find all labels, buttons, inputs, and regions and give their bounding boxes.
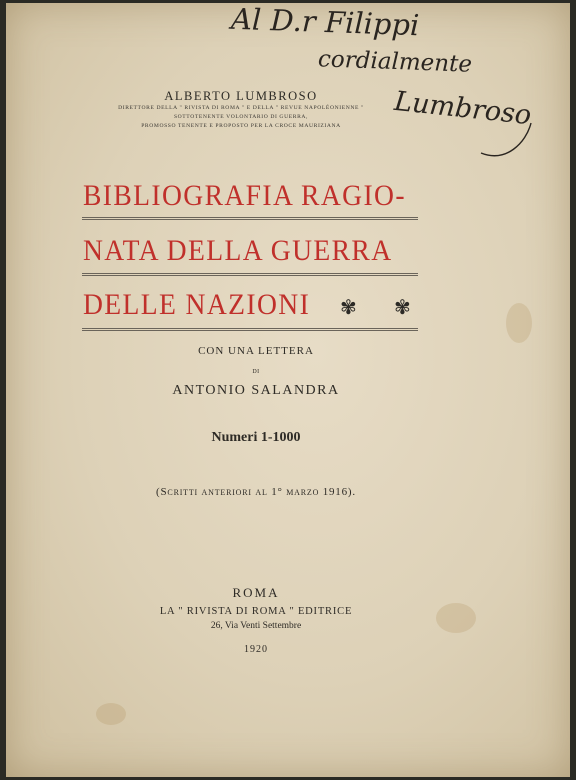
handwritten-dedication-line-2: cordialmente xyxy=(317,46,473,78)
publisher-address: 26, Via Venti Settembre xyxy=(210,621,302,631)
title-rule-3 xyxy=(82,328,418,331)
ornament-fleuron-icon: ✾ xyxy=(394,297,411,319)
author-affiliation-3: PROMOSSO TENENTE E PROPOSTO PER LA CROCE MAURIZIANA xyxy=(141,123,341,129)
title-rule-2 xyxy=(82,273,418,276)
letter-author: ANTONIO SALANDRA xyxy=(172,383,340,398)
handwritten-dedication-line-1: Al D.r Filippi xyxy=(230,1,420,43)
title-line-2: NATA DELLA GUERRA xyxy=(83,234,393,267)
author-affiliation-1: DIRETTORE DELLA " RIVISTA DI ROMA " E DELLA " REVUE NAPOLÉONIENNE " xyxy=(118,105,364,111)
title-line-1: BIBLIOGRAFIA RAGIO- xyxy=(83,179,406,212)
signature-flourish xyxy=(476,113,546,173)
publisher-city: ROMA xyxy=(232,585,280,600)
author-affiliation-2: SOTTOTENENTE VOLONTARIO DI GUERRA, xyxy=(173,114,309,120)
title-rule-1 xyxy=(82,217,418,220)
letter-line-1: CON UNA LETTERA xyxy=(198,345,314,357)
ornament-fleuron-icon: ✾ xyxy=(340,297,357,319)
title-line-3: DELLE NAZIONI xyxy=(83,288,311,321)
letter-line-2: DI xyxy=(252,369,260,375)
book-title-page xyxy=(6,3,570,777)
handwritten-signature: Lumbroso xyxy=(392,85,533,132)
numbers-range: Numeri 1-1000 xyxy=(211,430,301,445)
author-name: ALBERTO LUMBROSO xyxy=(164,89,318,103)
publisher-name: LA " RIVISTA DI ROMA " EDITRICE xyxy=(159,606,353,617)
publication-note: (Scritti anteriori al 1° marzo 1916). xyxy=(156,486,356,498)
publication-year: 1920 xyxy=(244,644,268,655)
